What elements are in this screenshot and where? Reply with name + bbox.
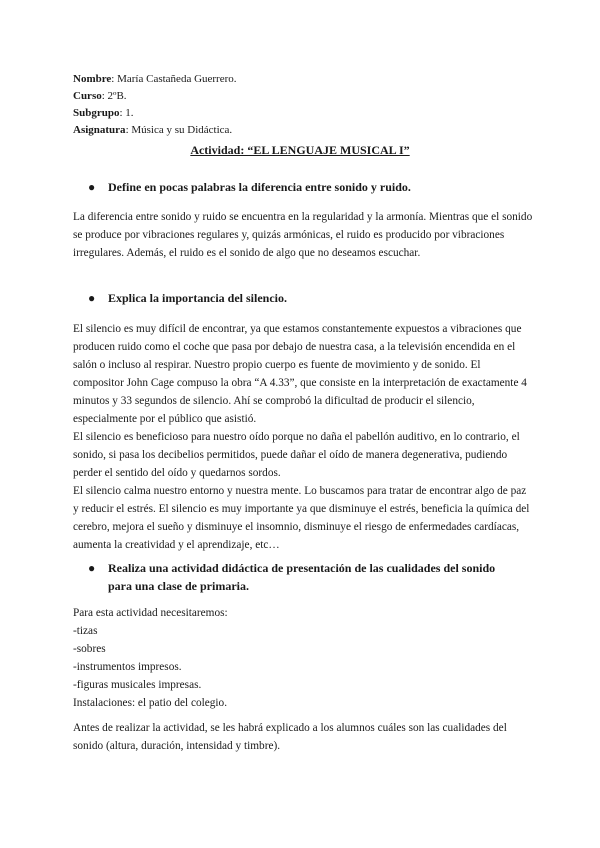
curso-line: Curso: 2ºB. — [73, 90, 127, 102]
answer-2-paragraph: El silencio calma nuestro entorno y nuestra mente. Lo buscamos para tratar de encontrar algo de paz y reducir el estrés. El silencio es muy importante ya que disminuye el estrés, beneficia la química del cerebro, mejora el sueño y disminuye el insomnio, disminuye el riesgo de enfermedades cardíacas, aumenta la creatividad y el aprendizaje, etc… — [73, 485, 530, 551]
student-info — [73, 71, 237, 139]
bullet-icon: ● — [88, 291, 96, 305]
question-1 — [88, 178, 411, 196]
list-item: -tizas — [73, 625, 98, 637]
subgrupo-line: Subgrupo: 1. — [73, 107, 134, 119]
answer-1 — [73, 208, 533, 262]
answer-2-paragraph: El silencio es beneficioso para nuestro oído porque no daña el pabellón auditivo, en lo contrario, el sonido, si pasa los decibelios permitidos, puede dañar el oído de manera degenerativa, pudiendo perder el sentido del oído y quedarnos sordos. — [73, 431, 520, 479]
closing-paragraph — [73, 719, 533, 755]
list-item: -instrumentos impresos. — [73, 661, 182, 673]
answer-2-paragraph: El silencio es muy difícil de encontrar, ya que estamos constantemente expuestos a vibraciones que producen ruido como el coche que pasa por debajo de nuestra casa, a la televisión encendida en el salón o incluso al respirar. Nuestro propio cuerpo es fuente de movimiento y de sonido. El compositor John Cage compuso la obra “A 4.33”, que consiste en la interpretación de exactamente 4 minutos y 33 segundos de silencio. Ahí se comprobó la dificultad de producir el silencio, especialmente por el público que asistió. — [73, 323, 527, 425]
bullet-icon: ● — [88, 180, 96, 194]
materials-list — [73, 604, 228, 712]
question-2 — [88, 289, 287, 307]
list-item: -sobres — [73, 643, 106, 655]
question-2-text: Explica la importancia del silencio. — [108, 291, 287, 305]
asignatura-line: Asignatura: Música y su Didáctica. — [73, 124, 233, 136]
bullet-icon: ● — [88, 561, 96, 575]
question-3-text: Realiza una actividad didáctica de presentación de las cualidades del sonido para una clase de primaria. — [108, 561, 496, 593]
answer-2 — [73, 320, 533, 554]
question-3 — [88, 559, 518, 595]
answer-1-text: La diferencia entre sonido y ruido se encuentra en la regularidad y la armonía. Mientras que el sonido se produce por vibraciones regulares y, quizás armónicas, el ruido es producido por vibraciones irregulares. Además, el ruido es el sonido de algo que no deseamos escuchar. — [73, 211, 533, 259]
activity-title: Actividad: “EL LENGUAJE MUSICAL I” — [190, 143, 410, 157]
question-1-text: Define en pocas palabras la diferencia entre sonido y ruido. — [108, 180, 411, 194]
list-item: -figuras musicales impresas. — [73, 679, 202, 691]
closing-text: Antes de realizar la actividad, se les habrá explicado a los alumnos cuáles son las cualidades del sonido (altura, duración, intensidad y timbre). — [73, 722, 507, 752]
materials-intro: Para esta actividad necesitaremos: — [73, 607, 228, 619]
installations-line: Instalaciones: el patio del colegio. — [73, 697, 228, 709]
nombre-line: Nombre: María Castañeda Guerrero. — [73, 73, 237, 85]
